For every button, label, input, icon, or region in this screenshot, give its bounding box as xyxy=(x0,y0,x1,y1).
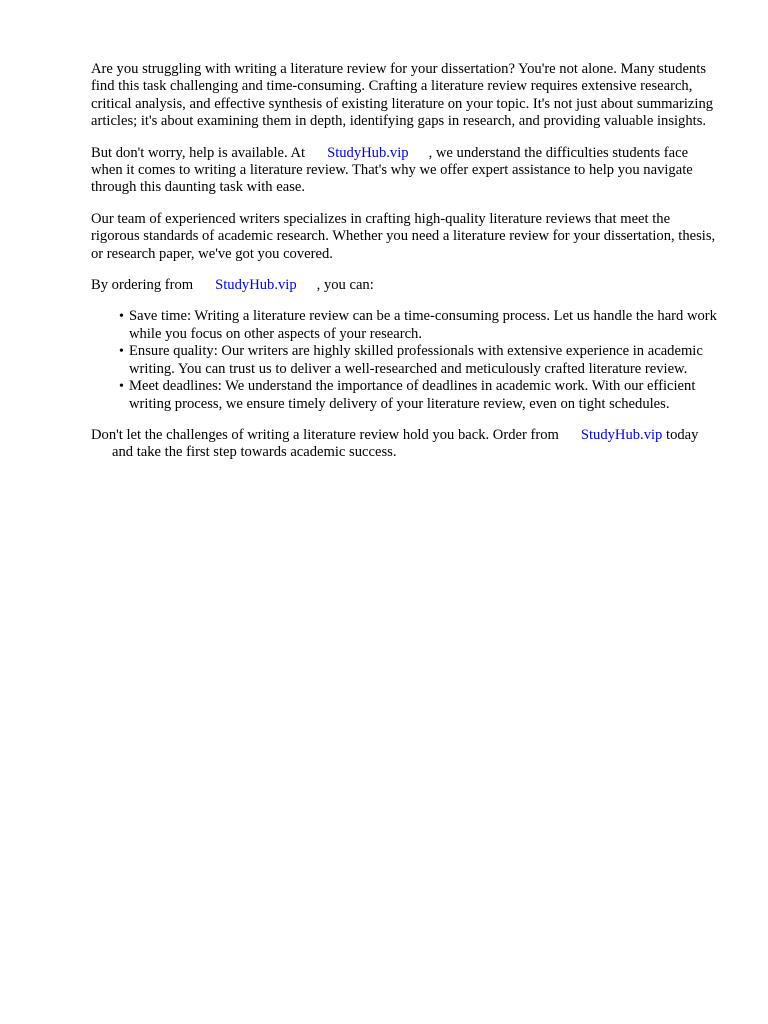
studyhub-link[interactable]: StudyHub.vip xyxy=(327,144,409,161)
bullet-icon: • xyxy=(119,344,124,360)
help-text-before: But don't worry, help is available. At xyxy=(91,144,306,161)
list-item xyxy=(119,378,721,413)
studyhub-link[interactable]: StudyHub.vip xyxy=(580,426,663,443)
benefits-list xyxy=(91,308,721,412)
list-item-text: Meet deadlines: We understand the importance of deadlines in academic work. With our efficient writing process, we ensure timely delivery of your literature review, even on tight schedules. xyxy=(129,378,696,412)
closing-text-after: today and take the first step towards academic success. xyxy=(112,426,699,461)
list-item-text: Save time: Writing a literature review can be a time-consuming process. Let us handle the hard work while you focus on other aspects of your research. xyxy=(129,308,717,342)
team-paragraph: Our team of experienced writers specializes in crafting high-quality literature reviews that meet the rigorous standards of academic research. Whether you need a literature review for your dissertation, thesis, or research paper, we've got you covered. xyxy=(91,210,716,262)
closing-text-before: Don't let the challenges of writing a literature review hold you back. Order from xyxy=(91,426,559,443)
ordering-text-before: By ordering from xyxy=(91,277,194,294)
closing-paragraph xyxy=(91,427,721,462)
list-item-text: Ensure quality: Our writers are highly skilled professionals with extensive experience in academic writing. You can trust us to deliver a well-researched and meticulously crafted literature review. xyxy=(129,343,703,377)
studyhub-link[interactable]: StudyHub.vip xyxy=(215,277,297,294)
bullet-icon: • xyxy=(119,309,124,325)
bullet-icon: • xyxy=(119,379,124,395)
help-text-after: , we understand the difficulties students face when it comes to writing a literature review. That's why we offer expert assistance to help you navigate through this daunting task with ease. xyxy=(91,144,693,196)
list-item xyxy=(119,308,721,343)
list-item xyxy=(119,343,721,378)
ordering-text-after: , you can: xyxy=(316,277,374,294)
intro-paragraph: Are you struggling with writing a literature review for your dissertation? You're not alone. Many students find this task challenging and time-consuming. Crafting a literature review requires extensive research, critical analysis, and effective synthesis of existing literature on your topic. It's not just about summarizing articles; it's about examining them in depth, identifying gaps in research, and providing valuable insights. xyxy=(91,61,714,130)
document-body xyxy=(91,61,721,476)
help-paragraph xyxy=(91,145,721,197)
ordering-paragraph xyxy=(91,277,721,294)
